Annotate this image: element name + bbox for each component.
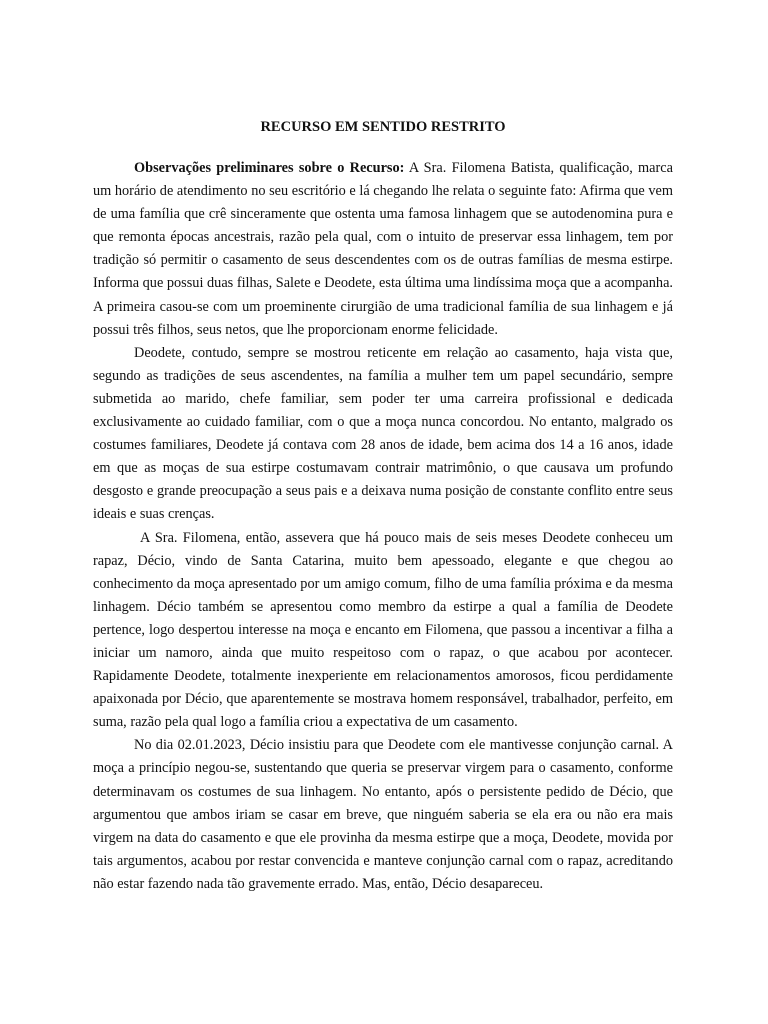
paragraph-deodete-reticence: Deodete, contudo, sempre se mostrou reticente em relação ao casamento, haja vista que, segundo as tradições de seus ascendentes, na família a mulher tem um papel secundário, sempre submetida ao marido, chefe familiar, sem poder ter uma carreira profissional e dedicada exclusivamente ao cuidado familiar, com o que a moça nunca concordou. No entanto, malgrado os costumes familiares, Deodete já contava com 28 anos de idade, bem acima dos 14 a 16 anos, idade em que as moças de sua estirpe costumavam contrair matrimônio, o que causava um profundo desgosto e grande preocupação a seus pais e a deixava numa posição de constante conflito entre seus ideais e suas crenças. (93, 344, 673, 523)
document-title: RECURSO EM SENTIDO RESTRITO (260, 119, 506, 135)
paragraph-lead-heading: Observações preliminares sobre o Recurso: (134, 160, 405, 176)
paragraph-preliminary-observations (93, 157, 673, 342)
paragraph-decio-introduction: A Sra. Filomena, então, assevera que há pouco mais de seis meses Deodete conheceu um rapaz, Décio, vindo de Santa Catarina, muito bem apessoado, elegante e que chegou ao conhecimento da moça apresentado por um amigo comum, filho de uma família próxima e da mesma linhagem. Décio também se apresentou como membro da estirpe a qual a família de Deodete pertence, logo despertou interesse na moça e encanto em Filomena, que passou a incentivar a filha a iniciar um namoro, ainda que muito respeitoso com o rapaz, o que acabou por acontecer. Rapidamente Deodete, totalmente inexperiente em relacionamentos amorosos, ficou perdidamente apaixonada por Décio, que aparentemente se mostrava homem responsável, trabalhador, perfeito, em suma, razão pela qual logo a família criou a expectativa de um casamento. (93, 529, 673, 731)
paragraph-incident: No dia 02.01.2023, Décio insistiu para que Deodete com ele mantivesse conjunção carnal. A moça a princípio negou-se, sustentando que queria se preservar virgem para o casamento, conforme determinavam os costumes de sua linhagem. No entanto, após o persistente pedido de Décio, que argumentou que ambos iriam se casar em breve, que ninguém saberia se ela era ou não era mais virgem na data do casamento e que ele provinha da mesma estirpe que a moça, Deodete, movida por tais argumentos, acabou por restar convencida e manteve conjunção carnal com o rapaz, acreditando não estar fazendo nada tão gravemente errado. Mas, então, Décio desapareceu. (93, 737, 673, 892)
paragraph-text: A Sra. Filomena Batista, qualificação, marca um horário de atendimento no seu escritório e lá chegando lhe relata o seguinte fato: Afirma que vem de uma família que crê sinceramente que ostenta uma famosa linhagem que se autodenomina pura e que remonta épocas ancestrais, razão pela qual, com o intuito de preservar essa linhagem, tem por tradição só permitir o casamento de seus descendentes com os de outras famílias de mesma estirpe. Informa que possui duas filhas, Salete e Deodete, esta última uma lindíssima moça que a acompanha. A primeira casou-se com um proeminente cirurgião de uma tradicional família de sua linhagem e já possui três filhos, seus netos, que lhe proporcionam enorme felicidade. (93, 160, 673, 338)
document-page (93, 117, 673, 896)
